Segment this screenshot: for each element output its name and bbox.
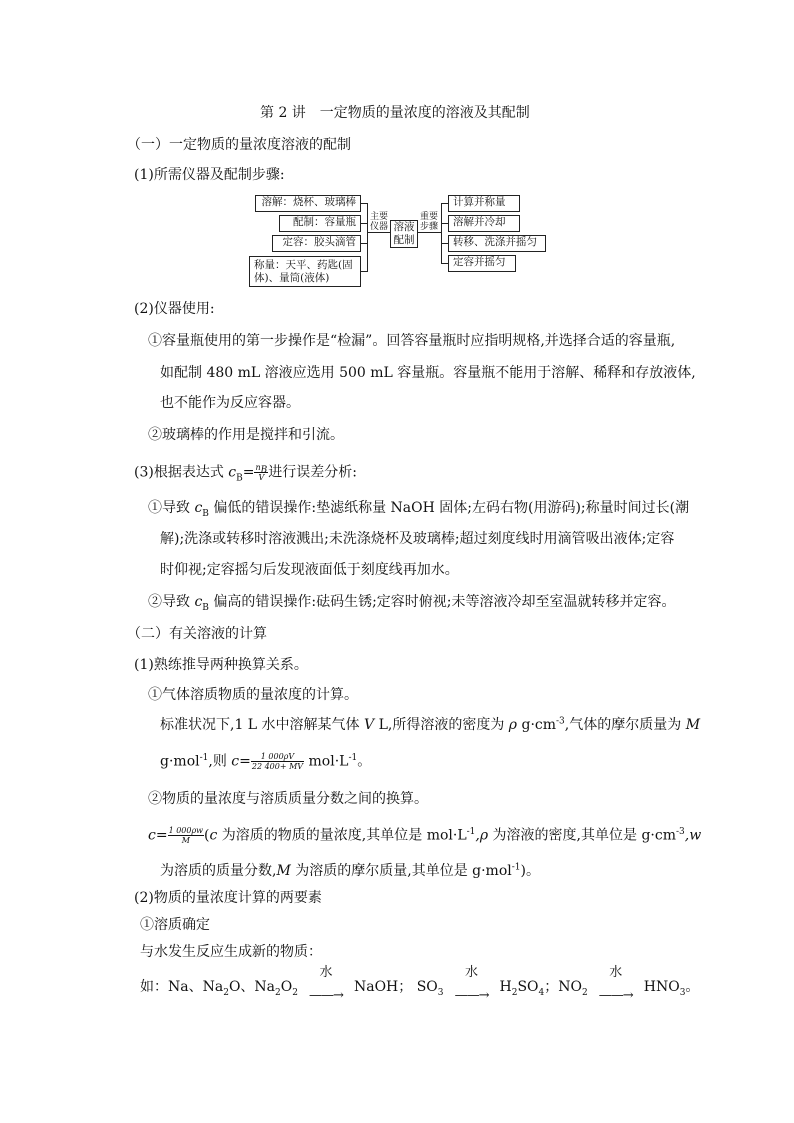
text: 进行误差分析: <box>268 464 357 481</box>
paragraph <box>160 862 540 880</box>
symbol: c <box>194 594 203 610</box>
subscript: 2 <box>292 987 298 998</box>
text: O、Na <box>228 979 276 995</box>
symbol: c <box>209 827 218 844</box>
paragraph: ①气体溶质物质的量浓度的计算。 <box>148 687 358 703</box>
arrow-label: 水 <box>609 965 623 980</box>
symbol: V <box>364 717 375 733</box>
symbol: ,ρ <box>475 827 489 844</box>
subscript: 2 <box>275 987 281 998</box>
paragraph: (1)所需仪器及配制步骤: <box>134 167 285 183</box>
symbol: M <box>685 717 701 733</box>
diagram-right-box: 转移、洗涤并摇匀 <box>448 235 546 252</box>
subscript: 2 <box>223 987 229 998</box>
symbol: c <box>148 827 156 844</box>
reaction-arrow <box>444 965 500 1003</box>
fraction <box>168 826 204 845</box>
page-title: 第 2 讲 一定物质的量浓度的溶液及其配制 <box>260 105 530 121</box>
text: L,所得溶液的密度为 <box>374 717 509 733</box>
text: O <box>280 979 293 995</box>
diagram-right-box: 溶解并冷却 <box>448 215 520 232</box>
text: (3)根据表达式 <box>134 464 229 481</box>
paragraph-formula <box>160 752 371 771</box>
text: 。 <box>685 979 700 995</box>
paragraph: 如配制 480 mL 溶液应选用 500 mL 容量瓶。容量瓶不能用于溶解、稀释和存放液体, <box>160 365 696 381</box>
text: ②导致 <box>148 594 195 610</box>
diagram-text: 溶液 <box>393 221 415 233</box>
diagram-right-box: 计算并称量 <box>448 195 520 212</box>
text: ①导致 <box>148 500 195 516</box>
paragraph: ①容量瓶使用的第一步操作是“检漏”。回答容量瓶时应指明规格,并选择合适的容量瓶, <box>148 333 676 349</box>
symbol: c <box>194 500 203 516</box>
denominator: M <box>181 836 190 845</box>
text: g·cm <box>517 717 557 733</box>
paragraph <box>148 593 676 611</box>
paragraph: 时仰视;定容摇匀后发现液面低于刻度线再加水。 <box>160 562 459 578</box>
denominator: V <box>258 473 265 482</box>
symbol: c <box>231 753 240 770</box>
paragraph: (1)熟练推导两种换算关系。 <box>134 657 308 673</box>
arrow-label: 水 <box>319 965 333 980</box>
diagram-center-box <box>390 220 418 248</box>
subscript: B <box>202 602 209 613</box>
diagram-text: 仪器 <box>369 222 388 232</box>
paragraph: (2)物质的量浓度计算的两要素 <box>134 890 322 906</box>
reaction-arrow <box>298 965 354 1003</box>
text: )。 <box>520 863 540 879</box>
diagram-text: 重要 <box>419 212 438 222</box>
paragraph <box>160 716 700 734</box>
symbol: ,w <box>684 827 702 844</box>
text: H <box>499 979 512 995</box>
superscript: -3 <box>675 826 685 837</box>
superscript: -1 <box>466 826 476 837</box>
section-heading-2: （二）有关溶液的计算 <box>127 626 267 642</box>
superscript: -1 <box>199 752 209 763</box>
text: 为溶液的密度,其单位是 g·cm <box>488 827 676 844</box>
numerator: 1 000ρV <box>251 752 304 762</box>
text: 为溶质的质量分数, <box>160 863 277 879</box>
diagram-right-box: 定容并摇匀 <box>448 255 516 272</box>
text: 为溶质的物质的量浓度,其单位是 mol·L <box>217 827 467 844</box>
arrow-icon: ——→ <box>598 988 633 1003</box>
text: = <box>239 753 251 770</box>
subscript: 4 <box>538 987 545 998</box>
superscript: -1 <box>511 862 521 873</box>
diagram-text: 主要 <box>369 212 388 222</box>
subscript: 2 <box>582 987 588 998</box>
text: ( <box>204 827 210 844</box>
paragraph: ①溶质确定 <box>140 917 210 933</box>
symbol: ρ <box>508 717 518 733</box>
fraction <box>254 463 268 482</box>
text: 偏低的错误操作:垫滤纸称量 NaOH 固体;左码右物(用游码);称量时间过长(潮 <box>208 500 690 516</box>
paragraph: 也不能作为反应容器。 <box>160 395 300 411</box>
subscript: 3 <box>679 987 686 998</box>
text: mol·L <box>304 753 349 770</box>
arrow-icon: ——→ <box>454 988 489 1003</box>
denominator: 22 400+ MV <box>251 762 304 771</box>
subscript: B <box>202 508 209 519</box>
subscript: B <box>236 473 243 484</box>
paragraph-formula <box>134 463 357 482</box>
diagram-left-box: 溶解：烧杯、玻璃棒 <box>255 195 361 212</box>
superscript: -3 <box>556 716 565 727</box>
paragraph-formula <box>148 826 701 845</box>
text: ,气体的摩尔质量为 <box>564 717 686 733</box>
text: ,则 <box>208 753 232 770</box>
text: SO <box>517 979 539 995</box>
text: NaOH； SO <box>353 979 438 995</box>
diagram-left-box: 定容：胶头滴管 <box>272 235 361 252</box>
section-heading-1: （一）一定物质的量浓度溶液的配制 <box>127 137 351 153</box>
superscript: -1 <box>348 752 358 763</box>
diagram-text: 称量：天平、药匙(固 <box>254 259 353 271</box>
text: HNO <box>643 979 680 995</box>
text: 标准状况下,1 L 水中溶解某气体 <box>160 717 365 733</box>
text: = <box>242 464 255 481</box>
paragraph: (2)仪器使用: <box>134 301 215 317</box>
reaction-equations <box>140 965 700 1003</box>
fraction <box>251 752 304 771</box>
paragraph: ②玻璃棒的作用是搅拌和引流。 <box>148 427 344 443</box>
arrow-icon: ——→ <box>309 988 343 1003</box>
diagram-label <box>368 212 390 232</box>
diagram-text: 配制 <box>393 234 415 246</box>
subscript: 2 <box>511 987 518 998</box>
diagram-left-box <box>249 256 361 287</box>
diagram-label <box>418 212 440 232</box>
text: ；NO <box>544 979 583 995</box>
paragraph <box>148 499 689 517</box>
symbol: M <box>276 863 291 879</box>
paragraph: ②物质的量浓度与溶质质量分数之间的换算。 <box>148 791 428 807</box>
text: 偏高的错误操作:砝码生锈;定容时俯视;未等溶液冷却至室温就转移并定容。 <box>208 594 676 610</box>
diagram-text: 体)、量筒(液体) <box>254 272 330 284</box>
subscript: B <box>260 465 268 476</box>
paragraph: 解);洗涤或转移时溶液溅出;未洗涤烧杯及玻璃棒;超过刻度线时用滴管吸出液体;定容 <box>160 531 675 547</box>
text: = <box>155 827 168 844</box>
arrow-label: 水 <box>465 965 479 980</box>
diagram-text: 步骤 <box>419 222 438 232</box>
numerator: 1 000ρw <box>168 826 204 835</box>
diagram-left-box: 配制：容量瓶 <box>279 215 361 232</box>
reaction-arrow <box>588 965 644 1003</box>
paragraph: 与水发生反应生成新的物质： <box>140 944 322 960</box>
text: g·mol <box>160 753 200 770</box>
numerator: n <box>255 463 261 472</box>
text: 。 <box>357 753 372 770</box>
text: 为溶质的摩尔质量,其单位是 g·mol <box>290 863 512 879</box>
symbol: c <box>228 464 237 481</box>
text: 如：Na、Na <box>140 979 224 995</box>
subscript: 3 <box>437 987 444 998</box>
